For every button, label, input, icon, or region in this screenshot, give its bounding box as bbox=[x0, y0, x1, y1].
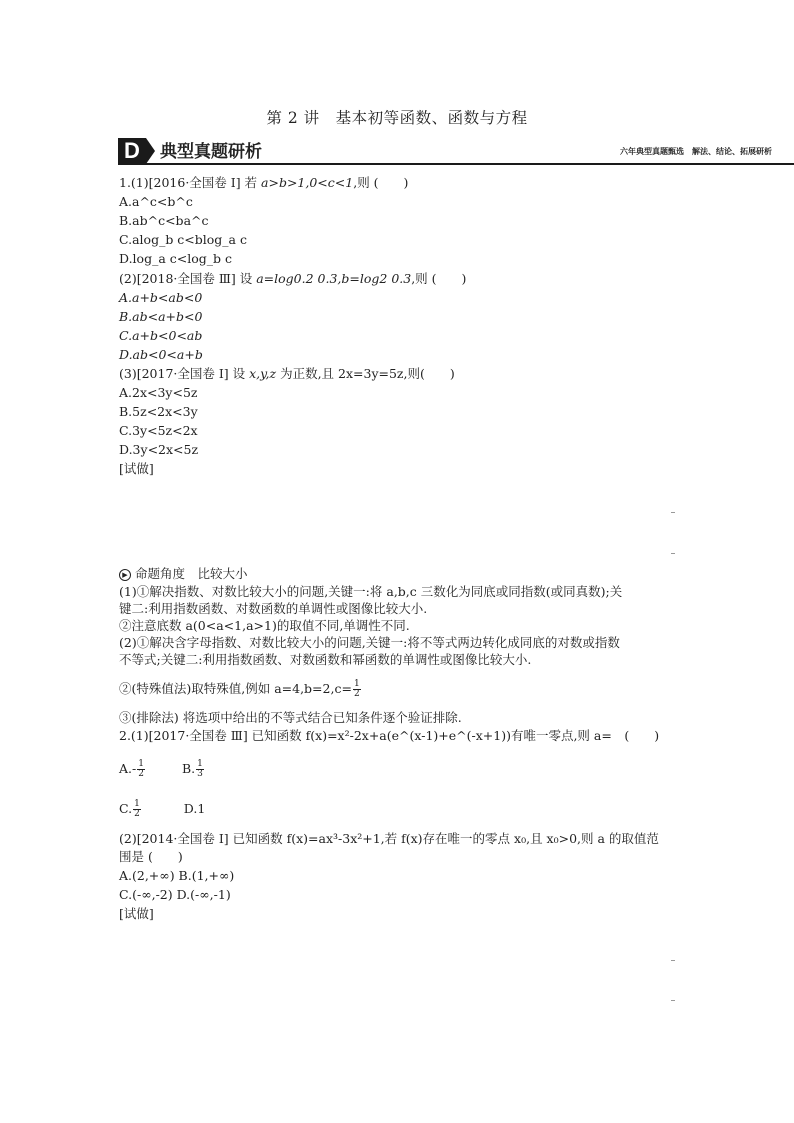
q1-part3-stem: (3)[2017·全国卷 Ⅰ] 设 x,y,z 为正数,且 2x=3y=5z,则( ) bbox=[119, 366, 455, 381]
analysis-p3: (2)①解决含字母指数、对数比较大小的问题,关键一:将不等式两边转化成同底的对数或指数 bbox=[119, 635, 620, 650]
q2-options-cd: C. $\frac{1}{2}$ D.1 bbox=[119, 799, 206, 819]
q1-part2-option-a: A.a+b<ab<0 bbox=[119, 290, 203, 305]
q1-option-d: D.log_a c<log_b c bbox=[119, 251, 232, 266]
analysis-heading: ▶ 命题角度 比较大小 bbox=[119, 566, 248, 582]
analysis-p3b: 不等式;关键二:利用指数函数、对数函数和幂函数的单调性或图像比较大小. bbox=[119, 652, 532, 667]
analysis-p4: ②(特殊值法)取特殊值,例如 a=4,b=2,c= $\frac{1}{2}$ bbox=[119, 679, 360, 699]
q1-part2-option-d: D.ab<0<a+b bbox=[119, 347, 203, 362]
lecture-title: 第 2 讲 基本初等函数、函数与方程 bbox=[266, 109, 528, 127]
q1-option-a: A.a^c<b^c bbox=[119, 194, 193, 209]
q2-part1-stem: 2.(1)[2017·全国卷 Ⅲ] 已知函数 f(x)=x²-2x+a(e^(x-1)+e^(-x+1))有唯一零点,则 a= ( ) bbox=[119, 728, 660, 743]
margin-mark bbox=[671, 960, 675, 961]
analysis-p1b: 键二:利用指数函数、对数函数的单调性或图像比较大小. bbox=[119, 601, 428, 616]
q1-part3-option-b: B.5z<2x<3y bbox=[119, 404, 198, 419]
analysis-p2: ②注意底数 a(0<a<1,a>1)的取值不同,单调性不同. bbox=[119, 618, 410, 633]
fraction: $\frac{1}{2}$ bbox=[353, 679, 360, 699]
q1-option-b: B.ab^c<ba^c bbox=[119, 213, 209, 228]
q1-part3-option-c: C.3y<5z<2x bbox=[119, 423, 198, 438]
q1-part2-option-b: B.ab<a+b<0 bbox=[119, 309, 203, 324]
section-banner bbox=[118, 136, 794, 164]
section-title: 典型真题研析 bbox=[160, 142, 262, 162]
q2-options-ab-2: A.(2,+∞) B.(1,+∞) bbox=[119, 868, 235, 883]
q1-part2-option-c: C.a+b<0<ab bbox=[119, 328, 203, 343]
section-subtitle: 六年典型真题甄选 解法、结论、拓展研析 bbox=[620, 147, 772, 156]
margin-mark bbox=[671, 512, 675, 513]
bullet-icon: ▶ bbox=[119, 569, 131, 581]
q1-part3-option-d: D.3y<2x<5z bbox=[119, 442, 199, 457]
q1-part1-stem: 1.(1)[2016·全国卷 Ⅰ] 若 a>b>1,0<c<1,则 ( ) bbox=[119, 175, 409, 190]
q2-part2-stem: (2)[2014·全国卷 Ⅰ] 已知函数 f(x)=ax³-3x²+1,若 f(x)存在唯一的零点 x₀,且 x₀>0,则 a 的取值范 bbox=[119, 831, 659, 846]
analysis-p1: (1)①解决指数、对数比较大小的问题,关键一:将 a,b,c 三数化为同底或同指数(或同真数);关 bbox=[119, 584, 623, 599]
margin-mark bbox=[671, 553, 675, 554]
section-letter-badge: D bbox=[118, 138, 146, 164]
q1-part3-option-a: A.2x<3y<5z bbox=[119, 385, 198, 400]
q2-part2-stem-cont: 围是 ( ) bbox=[119, 849, 183, 864]
analysis-p5: ③(排除法) 将选项中给出的不等式结合已知条件逐个验证排除. bbox=[119, 710, 462, 725]
q2-options-cd-2: C.(-∞,-2) D.(-∞,-1) bbox=[119, 887, 231, 902]
q1-try-label: [试做] bbox=[119, 461, 154, 476]
q2-try-label: [试做] bbox=[119, 906, 154, 921]
q2-options-ab: A.- $\frac{1}{2}$ B. $\frac{1}{3}$ bbox=[119, 759, 203, 779]
banner-divider bbox=[118, 163, 794, 165]
margin-mark bbox=[671, 1000, 675, 1001]
q1-part2-stem: (2)[2018·全国卷 Ⅲ] 设 a=log0.2 0.3,b=log2 0.3,则 ( ) bbox=[119, 271, 467, 286]
q1-option-c: C.alog_b c<blog_a c bbox=[119, 232, 247, 247]
